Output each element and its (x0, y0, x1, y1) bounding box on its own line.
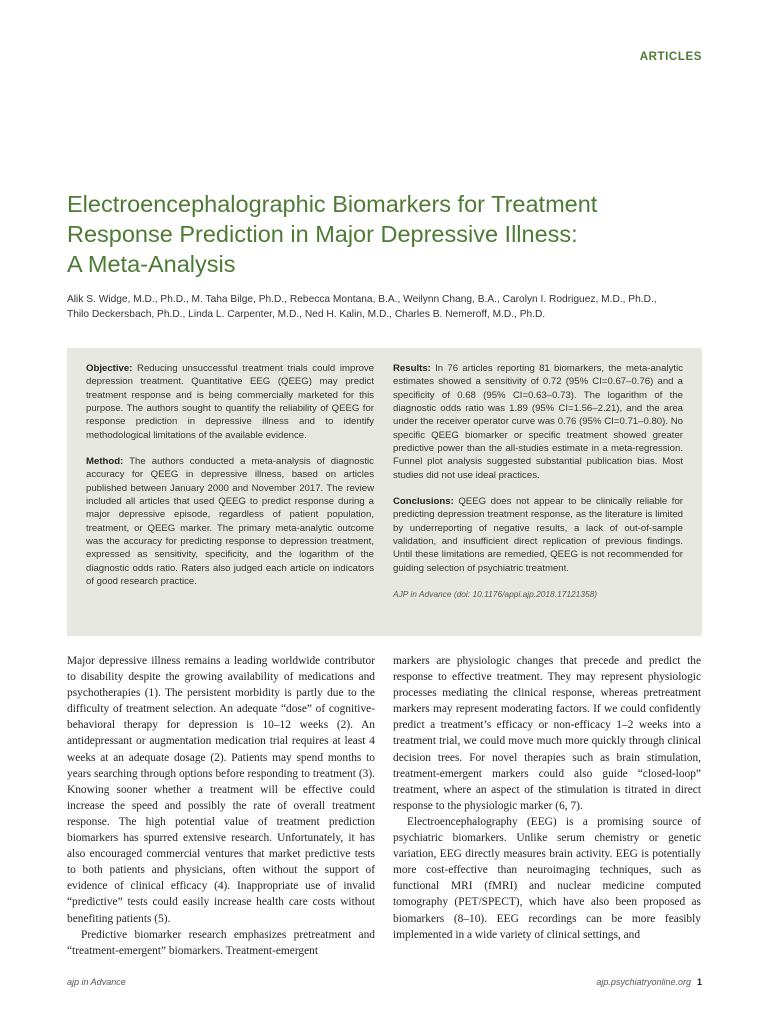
body-paragraph: Major depressive illness remains a leading worldwide contributor to disability despite the growing availability of medications and psychotherapies (1). The persistent morbidity is partly due to the difficulty of treatment selection. An adequate “dose” of cognitive-behavioral therapy for depression is 10–12 weeks (2). An antidepressant or augmentation medication trial requires at least 4 weeks at an adequate dosage (2). Patients may spend months to years searching through options before responding to treatment (3). Knowing sooner whether a treatment will be effective could increase the speed and possibly the rate of overall treatment response. The high potential value of treatment prediction biomarkers has spurred extensive research. Unfortunately, it has also encouraged commercial ventures that market predictive tests to both patients and physicians, often without the support of evidence of clinical efficacy (4). Inappropriate use of invalid “predictive” tests could easily increase health care costs without benefiting patients (5). (67, 655, 375, 925)
method-heading: Method: (86, 456, 124, 468)
doi-citation: AJP in Advance (doi: 10.1176/appi.ajp.2018.17121358) (393, 589, 598, 600)
author-list (67, 292, 707, 322)
abstract-conclusions (393, 495, 683, 575)
article-title (67, 189, 707, 279)
title-line: Electroencephalographic Biomarkers for Treatment (67, 191, 598, 217)
author-line: Thilo Deckersbach, Ph.D., Linda L. Carpenter, M.D., Ned H. Kalin, M.D., Charles B. Nemeroff, M.D., Ph.D. (67, 309, 546, 320)
objective-text: Reducing unsuccessful treatment trials could improve depression treatment. Quantitative EEG (QEEG) may predict treatment response and is being commercially marketed for this purpose. The authors sought to quantify the reliability of QEEG for response prediction in depressive illness and to identify methodological limitations of the available evidence. (86, 363, 374, 441)
abstract-left-column (86, 362, 374, 602)
abstract-objective (86, 362, 374, 442)
footer-right (596, 977, 702, 987)
method-text: The authors conducted a meta-analysis of diagnostic accuracy for QEEG in depressive illness, based on articles published between January 2000 and November 2017. The review included all articles that used QEEG to predict response during a major depressive episode, regardless of patient population, treatment, or QEEG marker. The primary meta-analytic outcome was the accuracy for predicting response to depression treatment, expressed as sensitivity, specificity, and the logarithm of the diagnostic odds ratio. Raters also judged each article on indicators of good research practice. (86, 456, 374, 588)
body-right-column (393, 653, 701, 943)
author-line: Alik S. Widge, M.D., Ph.D., M. Taha Bilge, Ph.D., Rebecca Montana, B.A., Weilynn Chang, B.A., Carolyn I. Rodriguez, M.D., Ph.D., (67, 294, 657, 305)
body-paragraph: Electroencephalography (EEG) is a promising source of psychiatric biomarkers. Unlike serum chemistry or genetic variation, EEG directly measures brain activity. EEG is potentially more cost-effective than neuroimaging techniques, such as functional MRI (fMRI) and nuclear medicine computed tomography (PET/SPECT), which have also been proposed as biomarkers (8–10). EEG recordings can be more feasibly implemented in a wide variety of clinical settings, and (393, 815, 701, 941)
conclusions-heading: Conclusions: (393, 496, 454, 508)
footer-url[interactable]: ajp.psychiatryonline.org (596, 977, 691, 987)
footer-journal: ajp in Advance (67, 977, 126, 987)
page-number: 1 (696, 977, 702, 987)
abstract-right-column (393, 362, 683, 615)
abstract-box (67, 348, 702, 636)
body-paragraph: Predictive biomarker research emphasizes pretreatment and “treatment-emergent” biomarkers. Treatment-emergent (67, 928, 375, 957)
title-line: A Meta-Analysis (67, 251, 236, 277)
section-label: ARTICLES (639, 51, 702, 63)
body-paragraph: markers are physiologic changes that precede and predict the response to effective treatment. They may represent physiologic processes mediating the clinical response, whereas pretreatment markers may represent moderating factors. If we could confidently predict a treatment’s efficacy or non-efficacy 1–2 weeks into a treatment trial, we could move much more quickly through clinical decision trees. For novel therapies such as brain stimulation, treatment-emergent markers could also guide “closed-loop” treatment, where an aspect of the stimulation is titrated in direct response to the physiologic marker (6, 7). (393, 655, 701, 812)
conclusions-text: QEEG does not appear to be clinically reliable for predicting depression treatment response, as the literature is limited by underreporting of negative results, a lack of out-of-sample validation, and insufficient direct replication of previous findings. Until these limitations are remedied, QEEG is not recommended for guiding selection of psychiatric treatment. (393, 496, 684, 574)
objective-heading: Objective: (86, 363, 133, 374)
abstract-method (86, 455, 374, 588)
abstract-results (393, 362, 683, 482)
body-left-column (67, 653, 375, 959)
title-line: Response Prediction in Major Depressive Illness: (67, 221, 578, 247)
results-heading: Results: (393, 363, 431, 374)
results-text: In 76 articles reporting 81 biomarkers, the meta-analytic estimates showed a sensitivity of 0.72 (95% CI=0.67–0.76) and a specificity of 0.68 (95% CI=0.63–0.73). The logarithm of the diagnostic odds ratio was 1.89 (95% CI=1.56–2.21), and the area under the receiver operator curve was 0.76 (95% CI=0.71–0.80). No specific QEEG biomarker or specific treatment showed greater predictive power than the all-studies estimate in a meta-regression. Funnel plot analysis suggested substantial publication bias. Most studies did not use ideal practices. (393, 363, 683, 481)
